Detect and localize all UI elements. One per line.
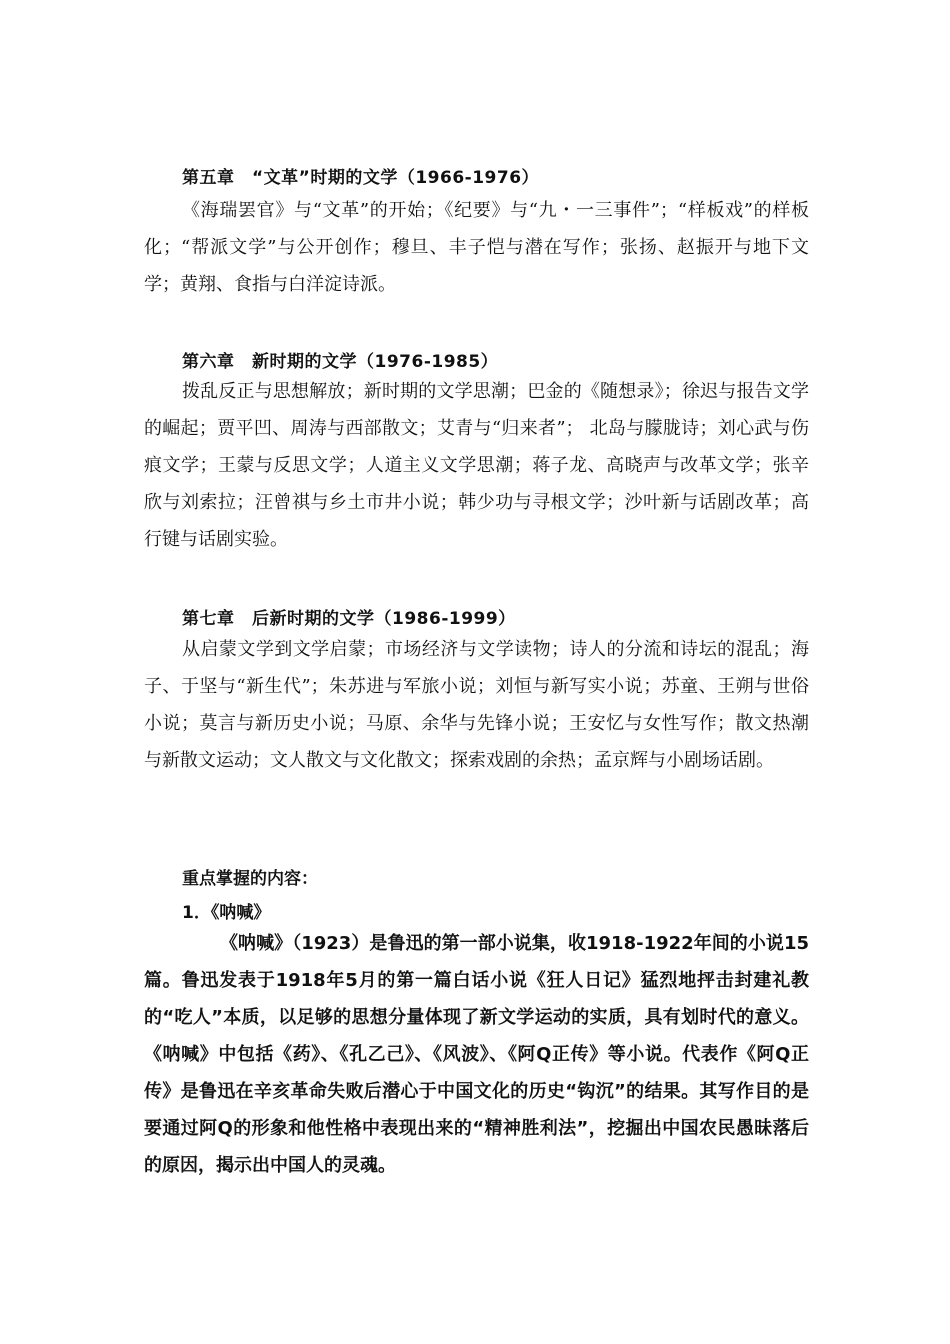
- chapter-7-body: 从启蒙文学到文学启蒙；市场经济与文学读物；诗人的分流和诗坛的混乱；海子、于坚与“新生代”；朱苏进与军旅小说；刘恒与新写实小说；苏童、王朔与世俗小说；莫言与新历史小说；马原、余华与先锋小说；王安忆与女性写作；散文热潮与新散文运动；文人散文与文化散文；探索戏剧的余热；孟京辉与小剧场话剧。: [144, 639, 809, 771]
- key-points-heading: 重点掌握的内容：: [182, 869, 318, 889]
- chapter-6-heading: 第六章 新时期的文学（1976-1985）: [182, 352, 499, 372]
- chapter-6-body: 拨乱反正与思想解放；新时期的文学思潮；巴金的《随想录》；徐迟与报告文学的崛起；贾平凹、周涛与西部散文；艾青与“归来者”； 北岛与朦胧诗；刘心武与伤痕文学；王蒙与反思文学；人道主义文学思潮；蒋子龙、高晓声与改革文学；张辛欣与刘索拉；汪曾祺与乡土市井小说；韩少功与寻根文学；沙叶新与话剧改革；高行键与话剧实验。: [144, 381, 809, 550]
- chapter-7-heading: 第七章 后新时期的文学（1986-1999）: [182, 609, 516, 629]
- key-point-1-title: 1．《呐喊》: [182, 903, 271, 923]
- chapter-5-heading: 第五章 “文革”时期的文学（1966-1976）: [182, 168, 540, 188]
- key-point-1-body: 《呐喊》（1923）是鲁迅的第一部小说集，收1918-1922年间的小说15篇。鲁迅发表于1918年5月的第一篇白话小说《狂人日记》猛烈地抨击封建礼教的“吃人”本质，以足够的思想分量体现了新文学运动的实质，具有划时代的意义。《呐喊》中包括《药》、《孔乙己》、《风波》、《阿Q正传》等小说。代表作《阿Q正传》是鲁迅在辛亥革命失败后潜心于中国文化的历史“钩沉”的结果。其写作目的是要通过阿Q的形象和他性格中表现出来的“精神胜利法”，挖掘出中国农民愚昧落后的原因，揭示出中国人的灵魂。: [144, 933, 809, 1176]
- chapter-5-body: 《海瑞罢官》与“文革”的开始；《纪要》与“九・一三事件”；“样板戏”的样板化；“帮派文学”与公开创作；穆旦、丰子恺与潜在写作；张扬、赵振开与地下文学；黄翔、食指与白洋淀诗派。: [144, 200, 809, 295]
